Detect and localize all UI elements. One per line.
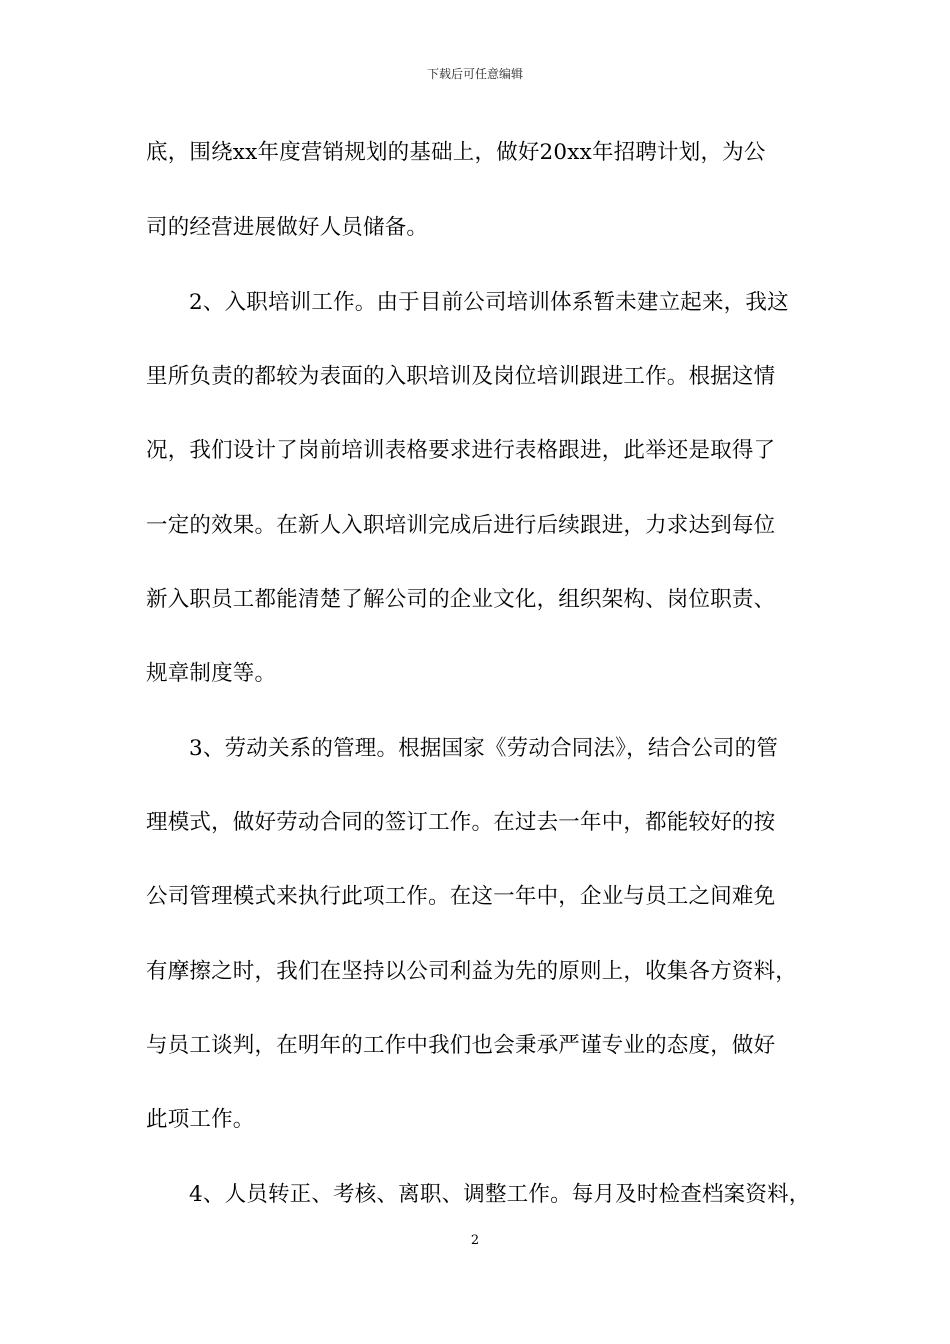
body-line-11: 公司管理模式来执行此项工作。在这一年中，企业与员工之间难免 <box>146 884 776 909</box>
body-line-4: 里所负责的都较为表面的入职培训及岗位培训跟进工作。根据这情 <box>146 364 776 389</box>
body-line-13: 与员工谈判，在明年的工作中我们也会秉承严谨专业的态度，做好 <box>146 1033 776 1058</box>
body-line-2: 司的经营进展做好人员储备。 <box>146 215 429 240</box>
paragraph-3-start: 3、劳动关系的管理。根据国家《劳动合同法》，结合公司的管 <box>189 736 779 761</box>
body-line-12: 有摩擦之时，我们在坚持以公司利益为先的原则上，收集各方资料， <box>146 959 798 984</box>
body-line-1: 底，围绕xx年度营销规划的基础上，做好20xx年招聘计划，为公 <box>146 140 766 165</box>
body-line-14: 此项工作。 <box>146 1107 255 1132</box>
page-header: 下载后可任意编辑 <box>426 67 523 81</box>
body-line-7: 新入职员工都能清楚了解公司的企业文化，组织架构、岗位职责、 <box>146 587 776 612</box>
page-number: 2 <box>470 1233 480 1248</box>
body-line-10: 理模式，做好劳动合同的签订工作。在过去一年中，都能较好的按 <box>146 810 776 835</box>
paragraph-2-start: 2、入职培训工作。由于目前公司培训体系暂未建立起来，我这 <box>189 290 789 315</box>
body-line-6: 一定的效果。在新人入职培训完成后进行后续跟进，力求达到每位 <box>146 513 776 538</box>
body-line-5: 况，我们设计了岗前培训表格要求进行表格跟进，此举还是取得了 <box>146 438 776 463</box>
body-line-8: 规章制度等。 <box>146 661 277 686</box>
paragraph-4-start: 4、人员转正、考核、离职、调整工作。每月及时检查档案资料， <box>189 1182 811 1207</box>
